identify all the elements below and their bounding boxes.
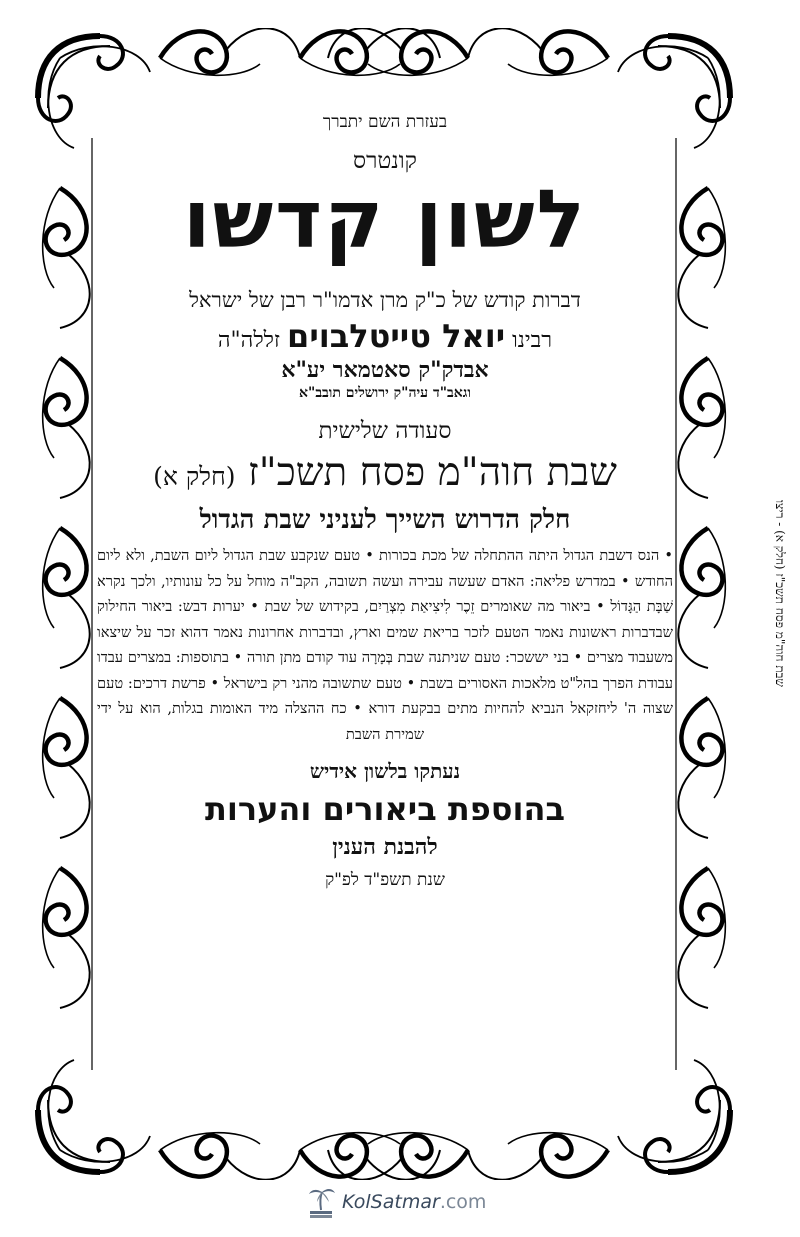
logo-tld: .com (439, 1191, 487, 1213)
translation-note: נעתקו בלשון אידיש (309, 759, 461, 783)
publication-year: שנת תשפ"ד לפ"ק (325, 870, 445, 890)
title-page-content (95, 112, 675, 890)
rabbeinu-prefix: רבינו (512, 328, 553, 353)
topics-summary: • הנס דשבת הגדול היתה ההתחלה של מכת בכורות • טעם שנקבע שבת הגדול ליום השבת, ולא ליום החודש • במדרש פליאה: האדם שעשה עבירה ועשה תשובה, הקב"ה מוחל על כל עונותיו, ולכך נקרא שַׁבָּת הַגָּדוֹל • ביאור מה שאומרים זֵכֶר לִיצִיאַת מִצְרַיִם, בקידוש של שבת • יערות דבש: ביאור החילוק שבדברות ראשונות נאמר הטעם לזכר בריאת שמים וארץ, ובדברות אחרונות נאמר דהוא זכר על שיצאו משעבוד מצרים • בני יששכר: טעם שניתנה שבת בְּמָרָה עוד קודם מתן תורה • בתוספות: במצרים עבדו עבודת הפרך בהל"ט מלאכות האסורים בשבת • טעם שתשובה מהני רק בישראל • פרשת דרכים: טעם שצוה ה' ליחזקאל הנביא להחיות מתים בבקעת דורא • כח ההצלה מיד האומות בגלות, הוא על ידי שמירת השבת (97, 547, 673, 743)
understanding-note: להבנת הענין (332, 834, 438, 860)
side-caption-text: שבת חוה"מ פסח תשכ"ז (חלק א) - ריצו (773, 500, 787, 687)
avdak-line: אבדק"ק סאטמאר יע"א (281, 357, 489, 383)
side-caption (773, 500, 788, 687)
kuntres-label: קונטרס (353, 148, 417, 174)
rebbe-suffix: זללה"ה (217, 328, 281, 353)
beezras-hashem-line: בעזרת השם יתברך (322, 112, 448, 132)
rebbe-name: יואל טייטלבוים (287, 317, 506, 355)
shabbos-date: שבת חוה"מ פסח תשכ"ז (247, 450, 617, 495)
shabbos-heading (95, 450, 675, 495)
kolsatmar-logo[interactable] (304, 1184, 504, 1220)
logo-name: KolSatmar (342, 1191, 440, 1213)
section-heading: חלק הדרוש השייך לעניני שבת הגדול (199, 505, 571, 535)
divrei-kodesh-line: דברות קודש של כ"ק מרן אדמו"ר רבן של ישראל (189, 288, 581, 312)
seuda-label: סעודה שלישית (318, 418, 452, 444)
palm-tree-books-icon (304, 1185, 338, 1219)
rebbe-name-line (95, 317, 675, 355)
book-title: לשון קדשו (183, 173, 587, 266)
chelek-number: (חלק א) (153, 462, 236, 491)
additions-note: בהוספת ביאורים והערות (205, 790, 565, 828)
gaavad-line: וגאב"ד עיה"ק ירושלים תובב"א (299, 385, 471, 401)
